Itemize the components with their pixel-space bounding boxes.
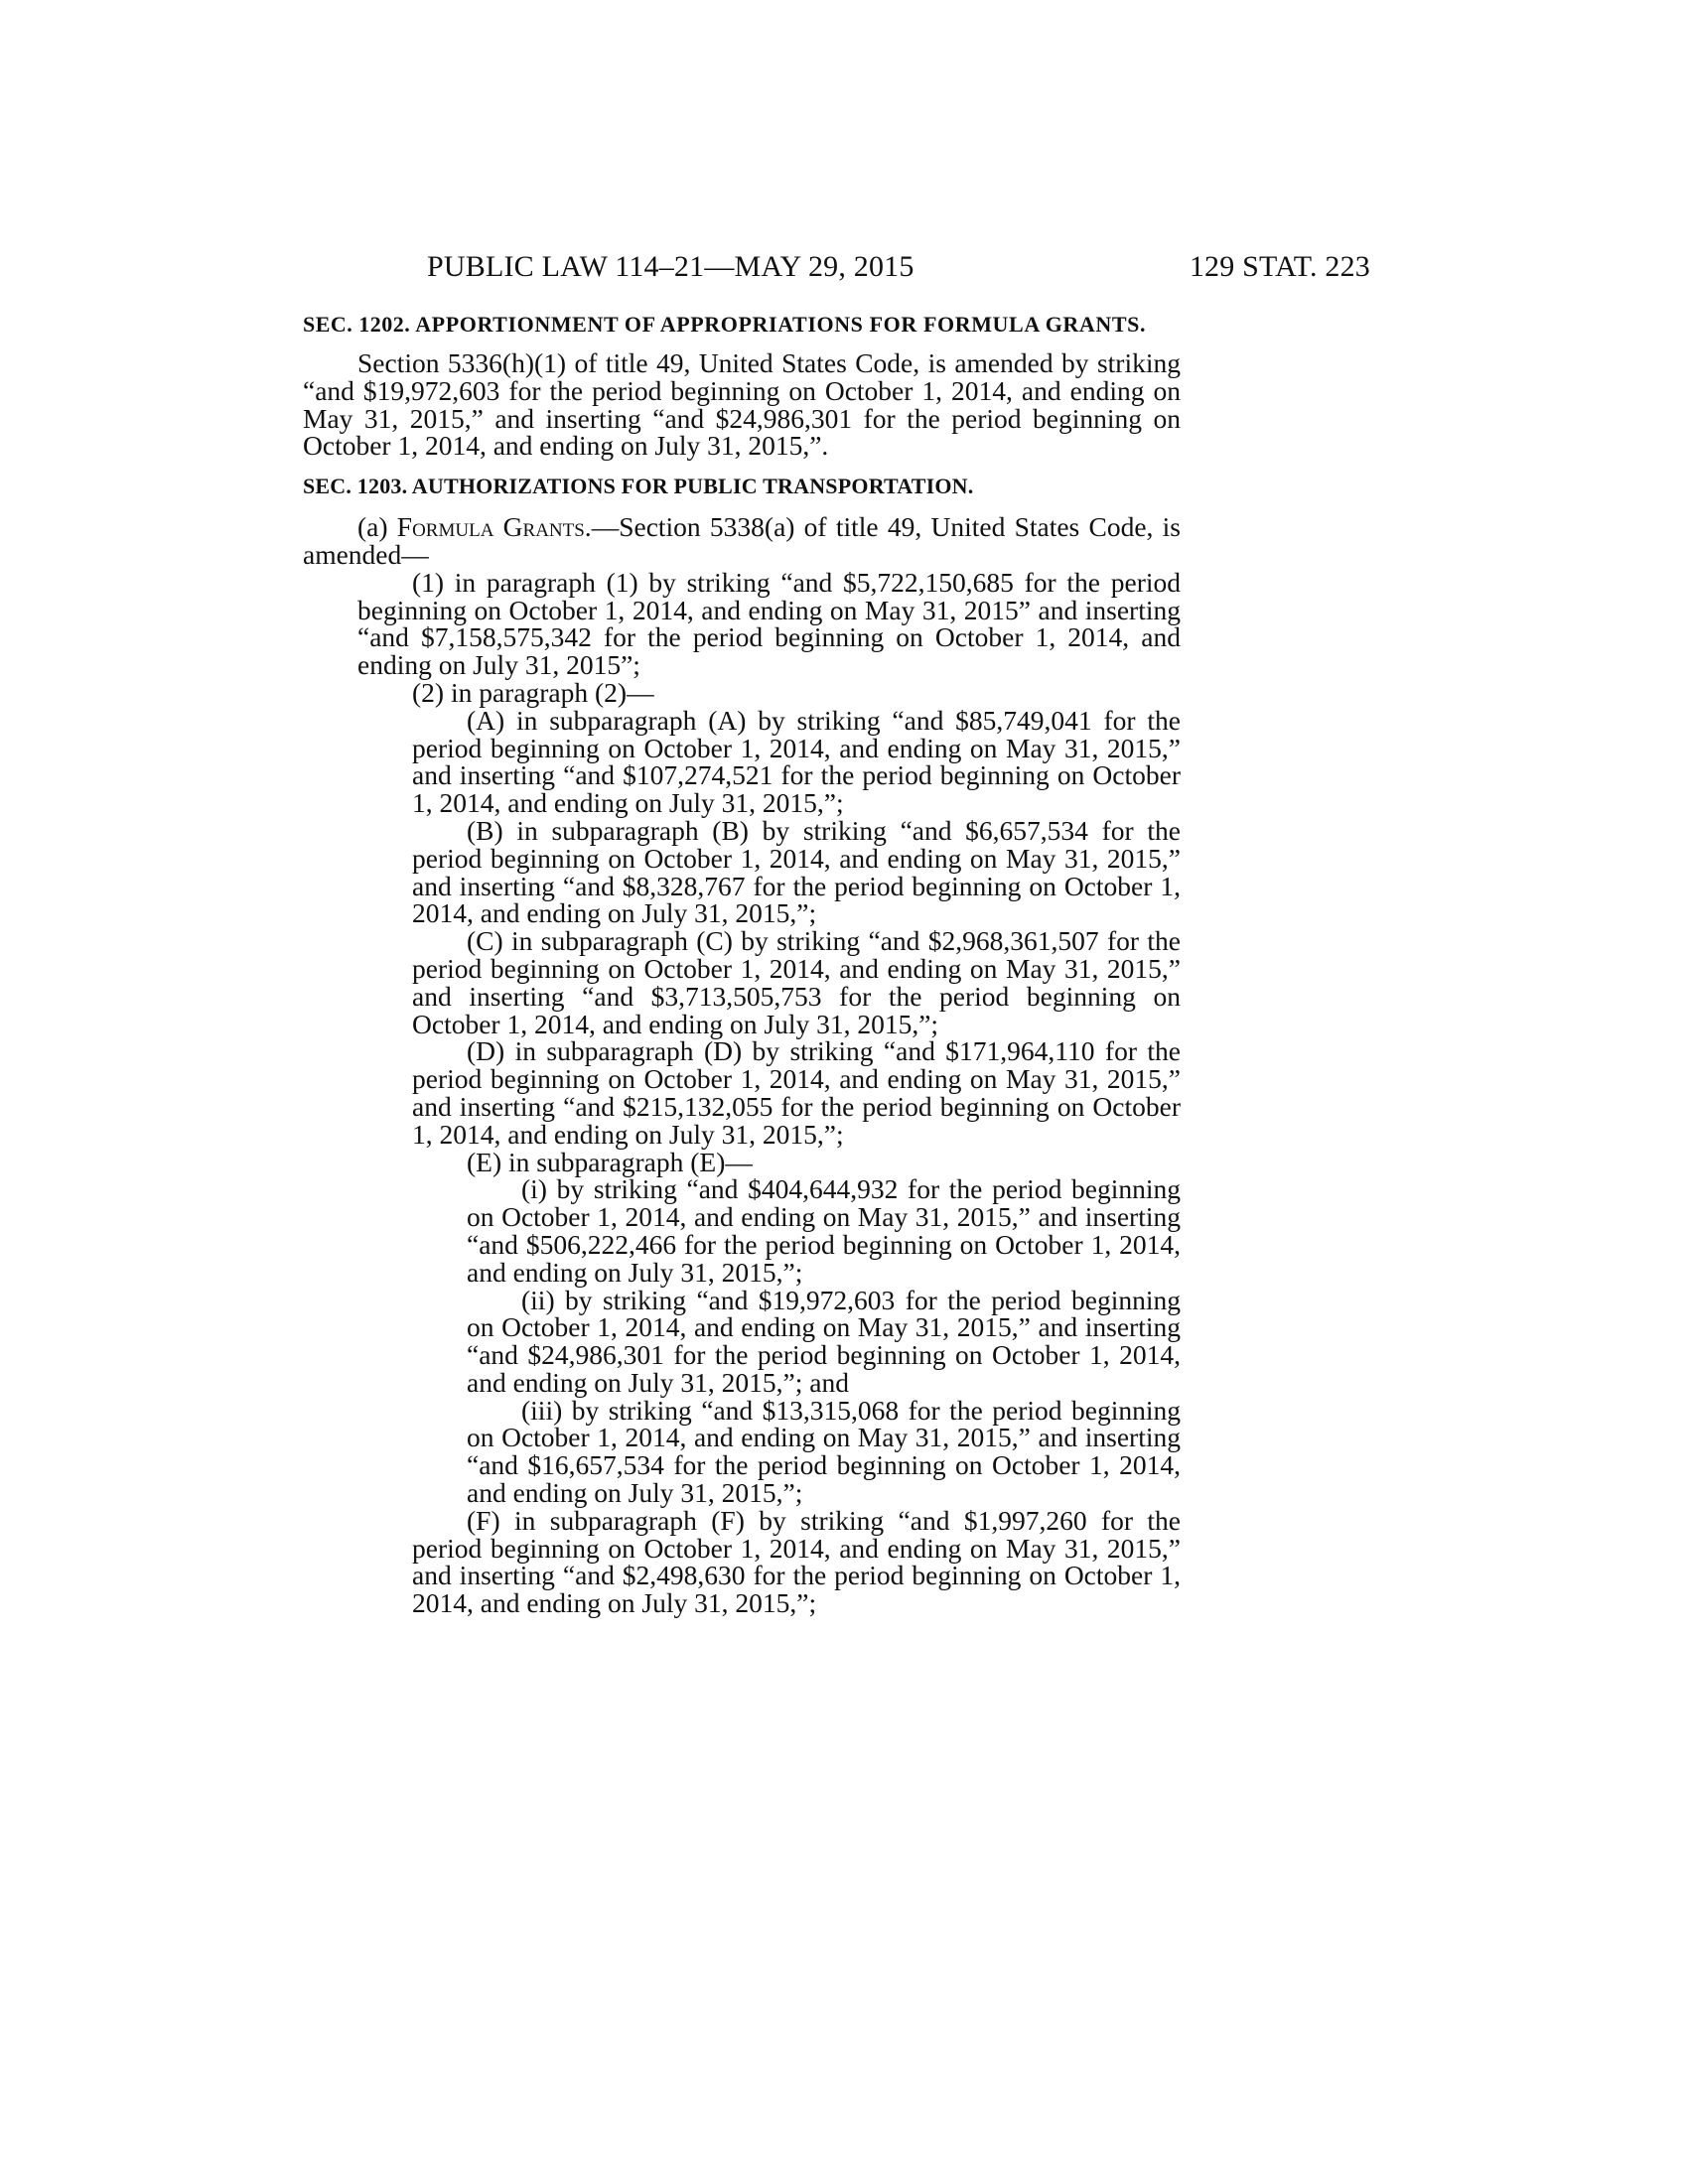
section-1203-heading: SEC. 1203. AUTHORIZATIONS FOR PUBLIC TRANSPORTATION. [303, 474, 974, 499]
section-1202-heading [303, 312, 1181, 338]
clause-e-iii: (iii) by striking “and $13,315,068 for the period beginning on October 1, 2014, and ending on May 31, 2015,” and inserting “and $16,657,534 for the period beginning on October 1, 2014, and ending on July 31, 2015,”; [467, 1394, 1181, 1509]
subparagraph-b: (B) in subparagraph (B) by striking “and $6,657,534 for the period beginning on October 1, 2014, and ending on May 31, 2015,” and inserting “and $8,328,767 for the period beginning on October 1, 2014, and ending on July 31, 2015,”; [412, 814, 1181, 929]
paragraph-1: (1) in paragraph (1) by striking “and $5,722,150,685 for the period beginning on October 1, 2014, and ending on May 31, 2015” and inserting “and $7,158,575,342 for the period beginning on October 1, 2014, and ending on July 31, 2015”; [357, 566, 1181, 681]
subparagraph-d: (D) in subparagraph (D) by striking “and $171,964,110 for the period beginning on October 1, 2014, and ending on May 31, 2015,” and inserting “and $215,132,055 for the period beginning on October 1, 2014, and ending on July 31, 2015,”; [412, 1035, 1181, 1150]
clause-e-i: (i) by striking “and $404,644,932 for the period beginning on October 1, 2014, and ending on May 31, 2015,” and inserting “and $506,222,466 for the period beginning on October 1, 2014, and ending on July 31, 2015,”; [467, 1173, 1181, 1288]
subparagraph-c: (C) in subparagraph (C) by striking “and $2,968,361,507 for the period beginning on October 1, 2014, and ending on May 31, 2015,” and inserting “and $3,713,505,753 for the period beginning on October 1, 2014, and ending on July 31, 2015,”; [412, 925, 1181, 1039]
subsection-a-text: —Section 5338(a) of title 49, United States Code, is amended— [303, 511, 1182, 570]
public-law-citation: PUBLIC LAW 114–21—MAY 29, 2015 [427, 250, 914, 283]
subparagraph-e: (E) in subparagraph (E)— [467, 1146, 753, 1177]
subparagraph-f: (F) in subparagraph (F) by striking “and $1,997,260 for the period beginning on October 1, 2014, and ending on May 31, 2015,” and inserting “and $2,498,630 for the period beginning on October 1, 2014, and ending on July 31, 2015,”; [412, 1504, 1181, 1619]
section-1202-title: APPORTIONMENT OF APPROPRIATIONS FOR FORMULA GRANTS. [415, 312, 1147, 337]
statute-page-number: 129 STAT. 223 [1189, 250, 1370, 283]
subsection-a-label: (a) [357, 511, 397, 543]
subsection-a [303, 513, 1181, 569]
subparagraph-a: (A) in subparagraph (A) by striking “and $85,749,041 for the period beginning on October 1, 2014, and ending on May 31, 2015,” and inserting “and $107,274,521 for the period beginning on October 1, 2014, and ending on July 31, 2015,”; [412, 704, 1181, 819]
page-body [303, 312, 1181, 1617]
section-1202-text: Section 5336(h)(1) of title 49, United States Code, is amended by striking “and $19,972,603 for the period beginning on October 1, 2014, and ending on May 31, 2015,” and inserting “and $24,986,301 for the period beginning on October 1, 2014, and ending on July 31, 2015,”. [303, 347, 1181, 462]
clause-e-ii: (ii) by striking “and $19,972,603 for the period beginning on October 1, 2014, and ending on May 31, 2015,” and inserting “and $24,986,301 for the period beginning on October 1, 2014, and ending on July 31, 2015,”; and [467, 1284, 1181, 1398]
subsection-a-caption: Formula Grants. [396, 511, 592, 543]
section-1202-number: SEC. 1202. [303, 312, 411, 337]
paragraph-2: (2) in paragraph (2)— [412, 676, 654, 708]
